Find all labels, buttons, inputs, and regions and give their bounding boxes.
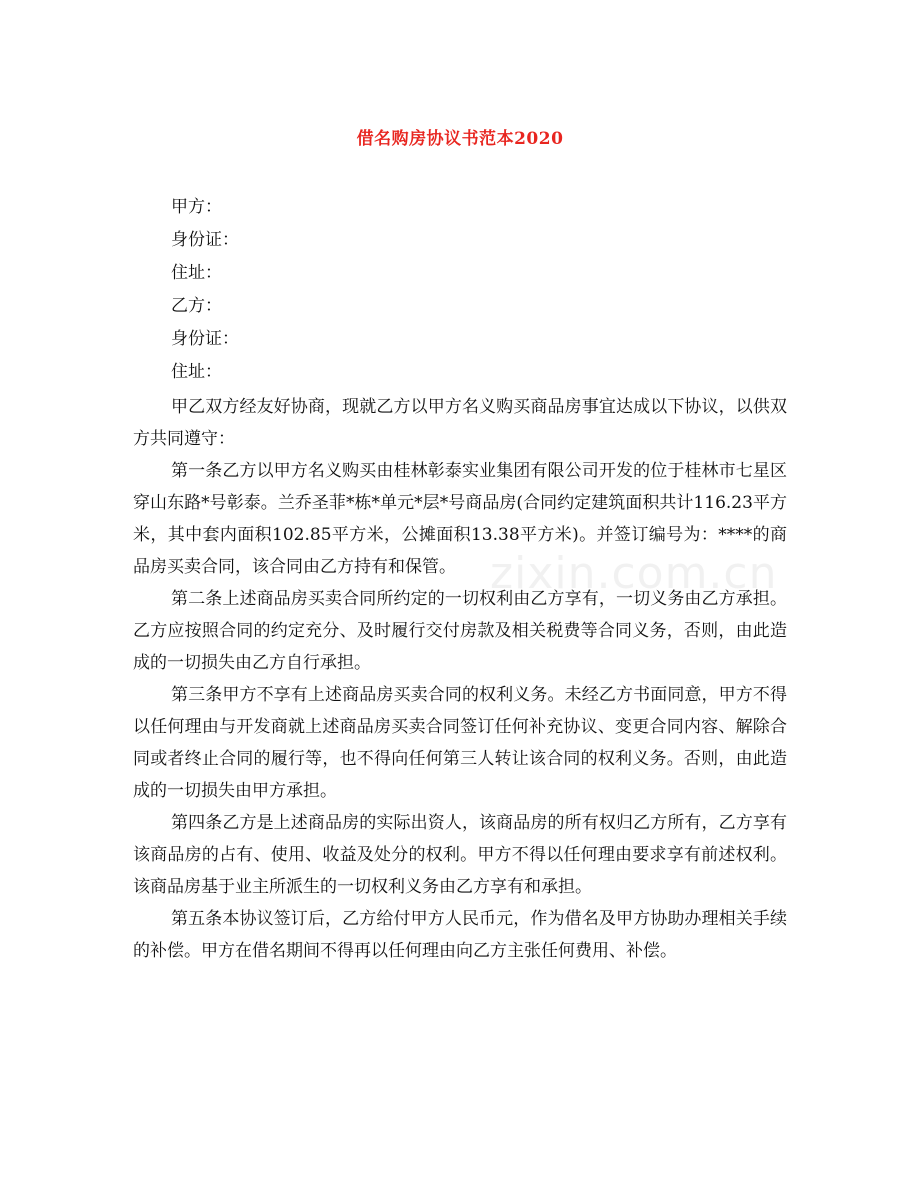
document-title: 借名购房协议书范本2020: [356, 129, 564, 149]
party-b-id-field: 身份证：: [171, 329, 239, 349]
watermark-text: zixin.com.cn: [490, 548, 778, 599]
party-b-address-field: 住址：: [171, 362, 222, 382]
article-1-paragraph: 第一条乙方以甲方名义购买由桂林彰泰实业集团有限公司开发的位于桂林市七星区穿山东路*号彰泰。兰乔圣菲*栋*单元*层*号商品房(合同约定建筑面积共计116.23平方米，其中套内面积102.85平方米，公摊面积13.38平方米)。并签订编号为：****的商品房买卖合同，该合同由乙方持有和保管。: [133, 461, 787, 577]
document-body: [133, 193, 787, 967]
party-a-field: 甲方：: [171, 197, 222, 217]
article-4-paragraph: 第四条乙方是上述商品房的实际出资人，该商品房的所有权归乙方所有，乙方享有该商品房的占有、使用、收益及处分的权利。甲方不得以任何理由要求享有前述权利。该商品房基于业主所派生的一切权利义务由乙方享有和承担。: [133, 813, 787, 897]
party-a-address-field: 住址：: [171, 263, 222, 283]
article-3-paragraph: 第三条甲方不享有上述商品房买卖合同的权利义务。未经乙方书面同意，甲方不得以任何理由与开发商就上述商品房买卖合同签订任何补充协议、变更合同内容、解除合同或者终止合同的履行等，也不得向任何第三人转让该合同的权利义务。否则，由此造成的一切损失由甲方承担。: [133, 685, 787, 801]
preamble-paragraph: 甲乙双方经友好协商，现就乙方以甲方名义购买商品房事宜达成以下协议，以供双方共同遵守：: [133, 397, 787, 449]
article-5-paragraph: 第五条本协议签订后，乙方给付甲方人民币元，作为借名及甲方协助办理相关手续的补偿。甲方在借名期间不得再以任何理由向乙方主张任何费用、补偿。: [133, 909, 787, 961]
party-b-field: 乙方：: [171, 296, 222, 316]
party-a-id-field: 身份证：: [171, 230, 239, 250]
article-2-paragraph: 第二条上述商品房买卖合同所约定的一切权利由乙方享有，一切义务由乙方承担。乙方应按照合同的约定充分、及时履行交付房款及相关税费等合同义务，否则，由此造成的一切损失由乙方自行承担。: [133, 589, 787, 673]
